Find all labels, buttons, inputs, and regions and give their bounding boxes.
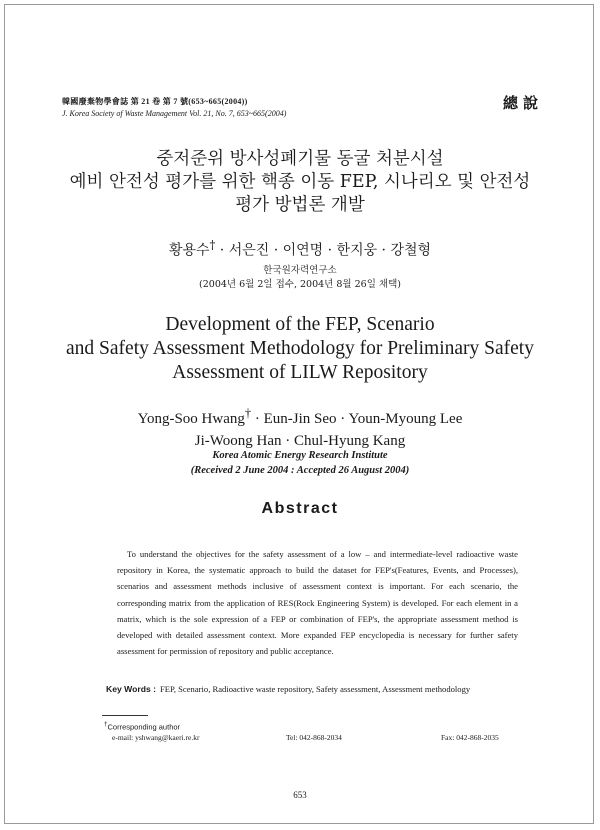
co-authors-korean: · 서은진 · 이연명 · 한지웅 · 강철형 (215, 242, 432, 259)
affiliation-name-english: Korea Atomic Energy Research Institute (212, 450, 388, 461)
keywords-value: FEP, Scenario, Radioactive waste repository, Safety assessment, Assessment methodology (160, 684, 471, 694)
abstract-text: To understand the objectives for the safety assessment of a low – and intermediate-level radioactive waste repository in Korea, the systematic approach to build the dataset for FEP's(Features, Events, and Processes), scenarios and assessment methods inclusive of assessment context is important. For each scenario, the corresponding matrix from the application of RES(Rock Engineering System) is developed. For each element in a matrix, which is the sole expression of a FEP or combination of FEP's, the appropriate assessment method is developed with detailed assessment context. More expanded FEP encyclopedia is necessary for further safety assessment for permission of repository and public acceptance. (117, 549, 518, 657)
received-dates-korean: (2004년 6월 2일 접수, 2004년 8월 26일 채택) (199, 279, 401, 290)
corresponding-dagger-english: † (244, 406, 252, 420)
article-type-label: 總說 (503, 94, 544, 112)
title-korean-line-2: 예비 안전성 평가를 위한 핵종 이동 FEP, 시나리오 및 안전성 (69, 172, 531, 192)
page-number: 653 (293, 790, 307, 800)
journal-title-korean: 韓國廢棄物學會誌 第 21 卷 第 7 號(653~665(2004)) (62, 97, 248, 106)
title-korean-line-1: 중저준위 방사성폐기물 동굴 처분시설 (156, 149, 444, 169)
authors-english-line-2: Ji-Woong Han · Chul-Hyung Kang (194, 433, 406, 449)
first-author-english: Yong-Soo Hwang (137, 411, 245, 427)
corresponding-email: e-mail: yshwang@kaeri.re.kr (112, 733, 200, 742)
title-english-line-2: and Safety Assessment Methodology for Preliminary Safety (66, 338, 534, 359)
footnote-rule (102, 715, 148, 716)
journal-title-english: J. Korea Society of Waste Management Vol. 21, No. 7, 653~665(2004) (62, 109, 287, 118)
authors-english (0, 402, 600, 452)
keywords-label: Key Words : (106, 684, 156, 694)
affiliation-english (0, 448, 600, 478)
institution-korean (0, 264, 600, 292)
corresponding-fax: Fax: 042-868-2035 (441, 733, 499, 742)
first-author-korean: 황용수 (168, 242, 210, 259)
authors-english-line-1 (0, 402, 600, 430)
received-dates-english: (Received 2 June 2004 : Accepted 26 August 2004) (190, 465, 410, 476)
abstract-heading: Abstract (261, 500, 339, 517)
title-korean (0, 148, 600, 217)
corresponding-author-label: Corresponding author (107, 722, 181, 732)
title-english (0, 313, 600, 385)
corresponding-tel: Tel: 042-868-2034 (286, 733, 342, 742)
footnote-dagger: † (104, 721, 108, 728)
title-korean-line-3: 평가 방법론 개발 (235, 195, 365, 215)
co-authors-english: · Eun-Jin Seo · Youn-Myoung Lee (251, 411, 463, 427)
authors-korean (0, 238, 600, 260)
corresponding-dagger: † (209, 238, 216, 252)
title-english-line-3: Assessment of LILW Repository (172, 362, 428, 383)
keywords (106, 684, 526, 695)
institution-name-korean: 한국원자력연구소 (263, 265, 337, 276)
title-english-line-1: Development of the FEP, Scenario (165, 314, 435, 335)
journal-header (62, 96, 286, 120)
